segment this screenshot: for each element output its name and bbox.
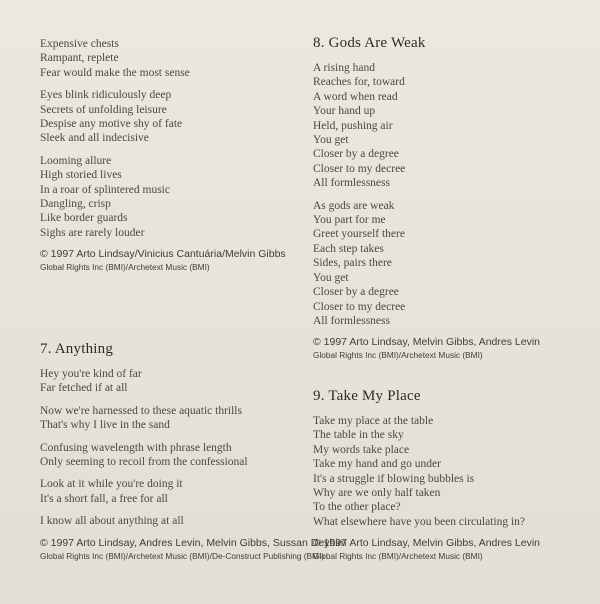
lyric-line: That's why I live in the sand [40,419,170,432]
stanzas [313,61,588,328]
lyric-line: A rising hand [313,62,375,74]
lyric-line: Each step takes [313,242,384,255]
lyric-line: Fear would make the most sense [40,66,190,79]
lyric-line: Closer to my decree [313,300,406,313]
lyric-line: My words take place [313,443,410,456]
lyric-line: Take my hand and go under [313,458,441,471]
lyric-line: Greet yourself there [313,228,405,241]
lyric-line: A word when read [313,90,398,103]
lyric-line: Expensive chests [40,38,119,50]
stanza [40,37,295,80]
lyric-line: Your hand up [313,105,376,118]
lyric-line: It's a struggle if blowing bubbles is [313,472,475,485]
lyric-line: You get [313,271,349,284]
lyric-line: All formlessness [313,314,390,327]
lyric-line: Sides, pairs there [313,257,392,270]
copyright-credit: © 1997 Arto Lindsay, Melvin Gibbs, Andres Levin [313,537,541,550]
lyric-line: Hey you're kind of far [40,368,142,380]
lyric-line: I know all about anything at all [40,515,184,528]
stanzas [313,414,593,529]
lyric-line: Sighs are rarely louder [40,226,145,239]
stanza [40,404,305,433]
lyric-line: Now we're harnessed to these aquatic thrills [40,404,242,417]
stanza [40,477,305,506]
lyric-line: Confusing wavelength with phrase length [40,441,232,454]
stanza [313,61,588,191]
lyric-line: Closer by a degree [313,148,399,161]
lyric-line: Eyes blink ridiculously deep [40,89,172,102]
lyric-line: What elsewhere have you been circulating in? [313,515,526,528]
lyric-line: Secrets of unfolding leisure [40,103,167,116]
lyric-line: Closer by a degree [313,286,399,299]
lyric-line: Far fetched if at all [40,382,128,395]
lyric-line: All formlessness [313,177,390,190]
stanzas [40,367,305,529]
stanza [313,414,593,529]
lyric-line: To the other place? [313,501,401,514]
lyric-line: You part for me [313,214,386,227]
publisher-credit: Global Rights Inc (BMI)/Archetext Music (BMI) [40,262,210,273]
lyric-line: Rampant, replete [40,52,119,65]
song-title: 9. Take My Place [313,388,421,404]
stanza [40,441,305,470]
song-take-my-place [313,387,593,562]
stanza [40,367,305,396]
lyric-line: Closer to my decree [313,162,406,175]
stanza [313,199,588,329]
lyric-line: Despise any motive shy of fate [40,118,183,131]
song-anything [40,340,347,562]
publisher-credit: Global Rights Inc (BMI)/Archetext Music (BMI) [313,350,483,361]
lyric-line: Why are we only half taken [313,487,441,500]
lyric-line: You get [313,134,349,147]
lyric-line: In a roar of splintered music [40,183,170,196]
lyric-line: Look at it while you're doing it [40,478,183,491]
lyric-line: High storied lives [40,169,122,182]
lyric-line: Reaches for, toward [313,76,405,89]
lyric-line: Dangling, crisp [40,198,111,211]
stanza [40,88,295,146]
song-lyrics-continued [40,37,295,273]
copyright-credit: © 1997 Arto Lindsay, Andres Levin, Melvin Gibbs, Sussan Deyhim [40,536,347,549]
lyric-line: Sleek and all indecisive [40,132,149,145]
copyright-credit: © 1997 Arto Lindsay, Melvin Gibbs, Andres Levin [313,336,541,349]
song-title: 8. Gods Are Weak [313,35,426,51]
lyric-line: As gods are weak [313,199,395,212]
publisher-credit: Global Rights Inc (BMI)/Archetext Music (BMI) [313,551,483,562]
stanza [40,154,295,240]
lyric-line: Looming allure [40,154,112,167]
lyric-line: Like border guards [40,212,128,225]
publisher-credit: Global Rights Inc (BMI)/Archetext Music (BMI)/De-Construct Publishing (BMI) [40,550,325,561]
lyric-line: The table in the sky [313,429,404,442]
song-title: 7. Anything [40,341,114,357]
song-gods-are-weak [313,34,588,361]
lyric-line: Held, pushing air [313,119,393,132]
lyric-line: Take my place at the table [313,415,434,427]
stanzas [40,37,295,240]
copyright-credit: © 1997 Arto Lindsay/Vinicius Cantuária/Melvin Gibbs [40,248,286,261]
lyric-line: Only seeming to recoil from the confessional [40,456,248,469]
lyric-line: It's a short fall, a free for all [40,492,168,505]
stanza [40,514,305,528]
